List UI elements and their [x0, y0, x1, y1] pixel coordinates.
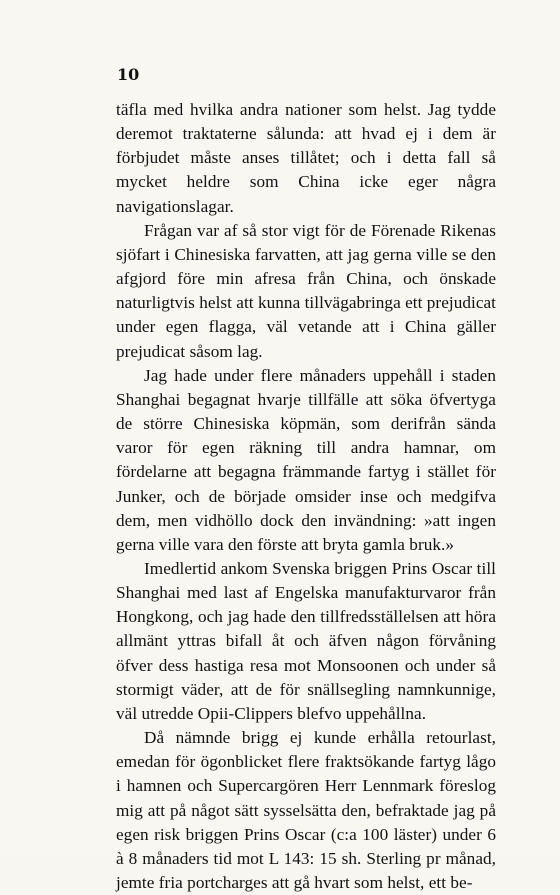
paragraph-1: täfla med hvilka andra nationer som helst. Jag tydde deremot traktaterne sålunda: att hvad ej i dem är förbjudet måste anses tillåtet; och i detta fall så mycket heldre som China icke eger några navigationslagar. [116, 100, 496, 216]
paragraph-4: Imedlertid ankom Svenska briggen Prins Oscar till Shanghai med last af Engelska manufakturvaror från Hongkong, och jag hade den tillfredsställelsen att höra allmänt yttras bifall åt och äfven någon förvåning öfver dess hastiga resa mot Monsoonen och under så stormigt väder, att de för snällsegling namnkunnige, väl utredde Opii-Clippers blefvo uppehållna. [116, 558, 496, 723]
body-text [116, 98, 496, 895]
paragraph-3: Jag hade under flere månaders uppehåll i staden Shanghai begagnat hvarje tillfälle att söka öfvertyga de större Chinesiska köpmän, som derifrån sända varor för egen räkning till andra hamnar, om fördelarne att begagna främmande fartyg i stället för Junker, och de började omsider inse och medgifva dem, men vidhöllo dock den invändning: »att ingen gerna ville vara den förste att bryta gamla bruk.» [116, 365, 496, 554]
paragraph-5: Då nämnde brigg ej kunde erhålla retourlast, emedan för ögonblicket flere fraktsökande fartyg lågo i hamnen och Supercargören Herr Lennmark föreslog mig att på något sätt sysselsätta den, befraktade jag på egen risk briggen Prins Oscar (c:a 100 läster) under 6 à 8 månaders tid mot L 143: 15 sh. Sterling pr månad, jemte fria portcharges att gå hvart som helst, ett be- [116, 728, 496, 892]
paragraph-2: Frågan var af så stor vigt för de Förenade Rikenas sjöfart i Chinesiska farvatten, att jag gerna ville se den afgjord före min afresa från China, och önskade naturligtvis helst att kunna tillvägabringa ett prejudicat under egen flagga, väl vetande att i China gäller prejudicat såsom lag. [116, 220, 496, 361]
page-number: 10 [117, 65, 140, 84]
